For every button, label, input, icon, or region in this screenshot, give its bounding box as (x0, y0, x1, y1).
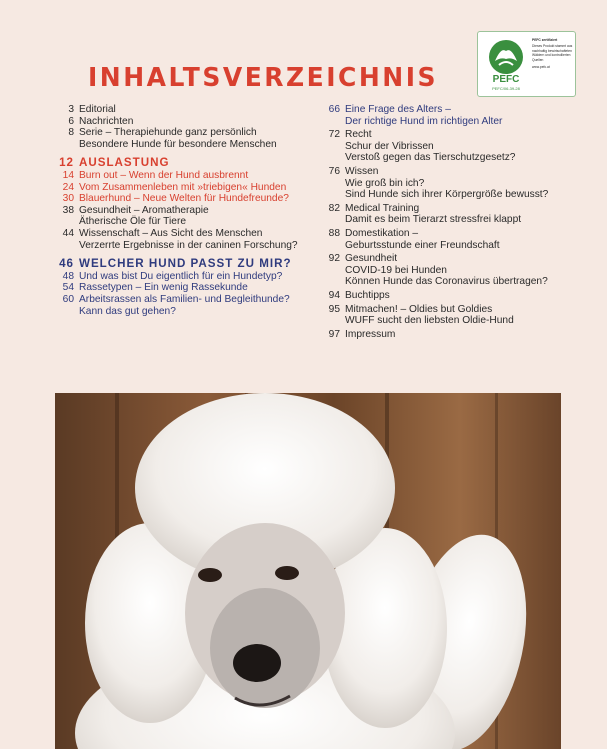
toc-page-number: 8 (68, 127, 74, 139)
toc-entry-text: Vom Zusammenleben mit »triebigen« Hunden (79, 181, 287, 193)
toc-entry-text: Serie – Therapiehunde ganz persönlich (79, 127, 257, 139)
toc-entry-text: Eine Frage des Alters – (345, 104, 451, 115)
toc-page-number: 60 (62, 293, 74, 305)
toc-entry-text: WUFF sucht den liebsten Oldie-Hund (345, 315, 514, 327)
toc-entry-text: AUSLASTUNG (79, 156, 170, 170)
pefc-heading: PEFC zertifiziert (532, 38, 558, 42)
toc-page-number: 92 (328, 253, 340, 265)
pefc-code: PEFC/06-39-28 (492, 86, 520, 91)
toc-entry-text: Gesundheit (345, 253, 398, 265)
toc-entry[interactable] (316, 290, 571, 302)
poodle-photo (55, 393, 561, 749)
toc-entry[interactable] (316, 104, 571, 127)
toc-entry-text: Arbeitsrassen als Familien- und Begleithunde? (79, 293, 290, 305)
toc-entry-text: Verstoß gegen das Tierschutzgesetz? (345, 152, 516, 164)
toc-entry[interactable] (50, 228, 312, 251)
toc-entry[interactable] (50, 205, 312, 228)
toc-page-number: 30 (62, 193, 74, 205)
toc-entry-text: Buchtipps (345, 289, 390, 301)
toc-page-number: 14 (62, 169, 74, 181)
toc-entry[interactable] (50, 271, 312, 283)
pefc-certification-badge (477, 31, 576, 97)
pefc-logo-icon (483, 37, 529, 93)
toc-entry-text: Geburtsstunde einer Freundschaft (345, 239, 500, 251)
toc-entry[interactable] (316, 304, 571, 327)
pefc-description: Dieses Produkt stammt aus nachhaltig bewirtschafteten Wäldern und kontrollierten Quellen (532, 44, 573, 62)
toc-page-number: 12 (59, 156, 74, 170)
toc-right-column (316, 104, 571, 340)
toc-page-number: 24 (62, 181, 74, 193)
toc-page-number: 6 (68, 115, 74, 127)
toc-entry-text: Rassetypen – Ein wenig Rassekunde (79, 282, 248, 294)
toc-entry-text: Damit es beim Tierarzt stressfrei klappt (345, 214, 522, 226)
toc-entry-text: Kann das gut gehen? (79, 305, 176, 317)
toc-entry[interactable] (50, 170, 312, 182)
toc-entry-text: Schur der Vibrissen (345, 140, 434, 152)
toc-entry-text: Und was bist Du eigentlich für ein Hundetyp? (79, 270, 283, 282)
toc-entry-text: Sind Hunde sich ihrer Körpergröße bewusst? (345, 189, 549, 201)
toc-page-number: 88 (328, 227, 340, 239)
toc-page-number: 82 (328, 202, 340, 214)
toc-entry[interactable] (316, 166, 571, 201)
toc-entry[interactable] (316, 329, 571, 341)
toc-entry-text: Verzerrte Ergebnisse in der caninen Forschung? (79, 239, 298, 251)
toc-entry-text: Blauerhund – Neue Welten für Hundefreunde? (79, 193, 289, 205)
toc-page-number: 72 (328, 129, 340, 141)
page-title: INHALTSVERZEICHNIS (88, 62, 439, 93)
toc-entry-text: Recht (345, 129, 372, 141)
toc-page-number: 38 (62, 204, 74, 216)
toc-entry[interactable] (50, 193, 312, 205)
toc-left-column (50, 104, 312, 317)
toc-entry[interactable] (50, 294, 312, 317)
toc-entry[interactable] (316, 228, 571, 251)
toc-entry-text: Der richtige Hund im richtigen Alter (345, 115, 503, 127)
toc-entry[interactable] (50, 182, 312, 194)
toc-entry-text: Nachrichten (79, 115, 134, 127)
toc-section-heading[interactable] (50, 258, 312, 270)
pefc-logo-text: PEFC (492, 74, 520, 85)
toc-entry-text: Medical Training (345, 202, 420, 214)
toc-entry-text: Wissen (345, 165, 379, 177)
toc-entry-text: Können Hunde das Coronavirus übertragen? (345, 276, 548, 288)
toc-entry-text: Impressum (345, 328, 396, 340)
toc-page-number: 46 (59, 257, 74, 271)
toc-page-number: 95 (328, 303, 340, 315)
toc-entry-text: Domestikation – (345, 227, 419, 239)
toc-entry[interactable] (316, 129, 571, 164)
toc-entry-text: Wie groß bin ich? (345, 177, 425, 189)
toc-entry[interactable] (316, 253, 571, 288)
toc-entry-text: Mitmachen! – Oldies but Goldies (345, 303, 493, 315)
toc-page-number: 48 (62, 270, 74, 282)
toc-page-number: 54 (62, 282, 74, 294)
toc-entry-text: Gesundheit – Aromatherapie (79, 204, 209, 216)
toc-entry-text: COVID-19 bei Hunden (345, 264, 447, 276)
toc-entry-text: WELCHER HUND PASST ZU MIR? (79, 257, 292, 271)
toc-entry-text: Wissenschaft – Aus Sicht des Menschen (79, 227, 263, 239)
toc-section-heading[interactable] (50, 157, 312, 169)
toc-entry[interactable] (50, 104, 312, 116)
pefc-url: www.pefc.at (532, 65, 550, 70)
toc-page-number: 3 (68, 104, 74, 115)
toc-entry-text: Burn out – Wenn der Hund ausbrennt (79, 169, 249, 181)
toc-entry[interactable] (50, 116, 312, 128)
toc-entry[interactable] (316, 203, 571, 226)
toc-entry[interactable] (50, 282, 312, 294)
toc-entry-text: Ätherische Öle für Tiere (79, 216, 187, 228)
toc-page-number: 94 (328, 289, 340, 301)
toc-entry-text: Besondere Hunde für besondere Menschen (79, 138, 277, 150)
toc-entry[interactable] (50, 127, 312, 150)
toc-page-number: 76 (328, 165, 340, 177)
toc-page-number: 66 (328, 104, 340, 115)
toc-page-number: 44 (62, 227, 74, 239)
toc-page-number: 97 (328, 328, 340, 340)
toc-entry-text: Editorial (79, 104, 116, 115)
